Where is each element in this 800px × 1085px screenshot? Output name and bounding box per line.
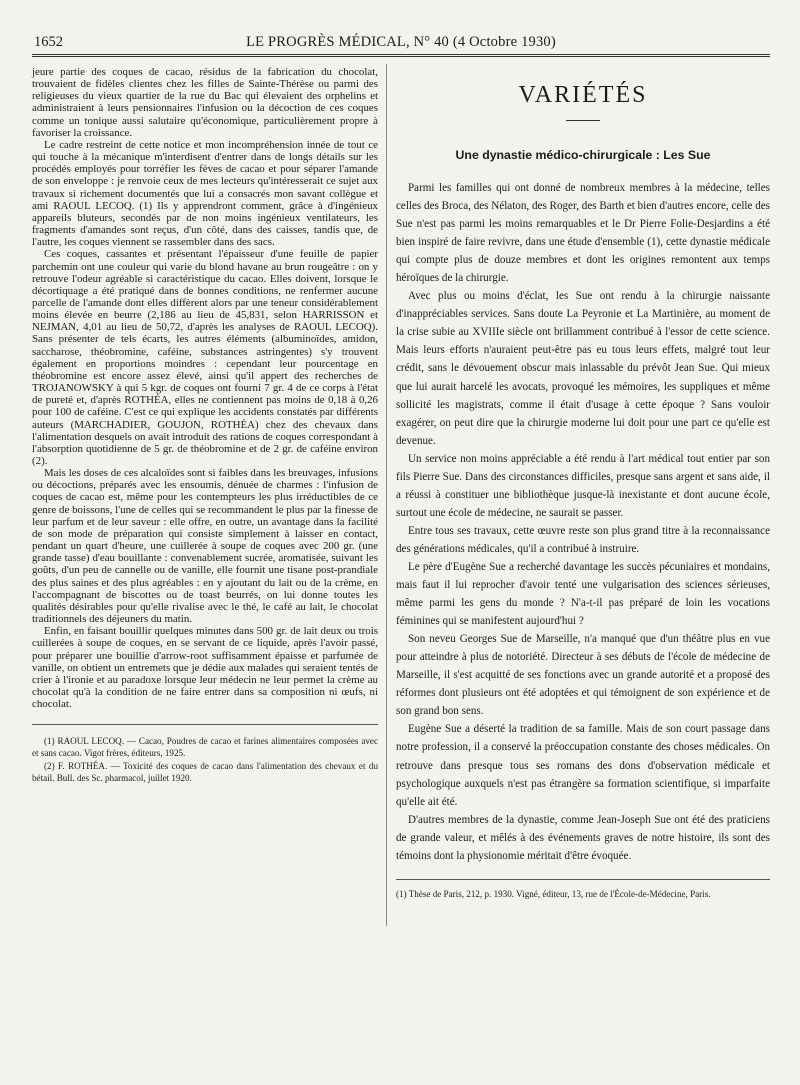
right-footnote: (1) Thèse de Paris, 212, p. 1930. Vigné, éditeur, 13, rue de l'École-de-Médecine, Paris.	[396, 888, 711, 899]
right-footnote-divider	[396, 879, 770, 880]
right-paragraph-7: Eugène Sue a déserté la tradition de sa famille. Mais de son court passage dans notre profession, il a conservé la préoccupation constante des choses médicales. On retrouve dans presque tous ses romans des dons d'observation médicale et psychologique auxquels n'est pas étrangère sa formation scientifique, si imparfaite qu'elle ait été.	[396, 723, 770, 808]
footnote-divider	[32, 724, 378, 725]
left-paragraph-1: jeure partie des coques de cacao, résidus de la fabrication du chocolat, trouvaient de fidèles clientes chez les filles de Sainte-Thérèse ou parmi des religieuses du vieux quartier de la rue du Bac qui élevaient des orphelins et administraient à leurs pensionnaires l'infusion ou la décoction de ces coques comme un tonique aussi salutaire qu'économique, particulièrement propre à favoriser la croissance.	[32, 66, 378, 139]
left-column	[32, 66, 378, 784]
journal-title: LE PROGRÈS MÉDICAL, N° 40 (4 Octobre 1930)	[246, 34, 556, 50]
right-paragraph-4: Entre tous ses travaux, cette œuvre reste son plus grand titre à la reconnaissance des générations médicales, qu'il a contribué à instruire.	[396, 524, 770, 555]
title-rule	[566, 120, 600, 121]
right-paragraph-3: Un service non moins appréciable a été rendu à l'art médical tout entier par son fils Pierre Sue. Dans des circonstances difficiles, presque sans argent et sans aide, il a réussi à constituer une bibliothèque jusque-là inexistante et dont aucune école, surtout une école de médecine, ne saurait se passer.	[396, 452, 770, 519]
left-paragraph-4: Mais les doses de ces alcaloïdes sont si faibles dans les breuvages, infusions ou décoctions, préparés avec les ensoumis, dénuée de charmes : l'infusion de coques de cacao est, même pour les contempteurs les plus irréductibles de ce genre de boissons, l'une de celles qui se recommandent le plus par la finesse de leur parfum et de leur saveur : elle offre, en outre, un avantage dans la facilité de son mode de préparation qui consiste simplement à laisser en contact, pendant un quart d'heure, une cuillerée à soupe de coques avec 200 gr. (une grande tasse) d'eau bouillante : convenablement sucrée, aromatisée, suivant les goûts, d'un peu de cannelle ou de vanille, elle fournit une tisane post-prandiale des plus saines et des plus agréables : en y ajoutant du lait ou de la crème, en l'accompagnant de biscottes ou de toast beurrés, on lui donne toutes les qualités désirables pour qu'elle rivalise avec le thé, le café au lait, le chocolat traditionnels des déjeuners du matin.	[32, 467, 378, 626]
section-title: VARIÉTÉS	[518, 82, 648, 108]
right-paragraph-1: Parmi les familles qui ont donné de nombreux membres à la médecine, telles celles des Broca, des Nélaton, des Roger, des Barth et bien d'autres encore, celle des Sue n'est pas parmi les moins remarquables et le Dr Pierre Folie-Desjardins a été bien inspiré de faire revivre, dans une étude d'ensemble (1), cette dynastie médicale qui compte plus de douze membres et dont les origines remontent aux temps héroïques de la chirurgie.	[396, 182, 770, 285]
column-divider	[386, 64, 387, 926]
left-paragraph-2: Le cadre restreint de cette notice et mon incompréhension innée de tout ce qui touche à la mécanique m'interdisent d'entrer dans de longs détails sur les procédés employés pour torréfier les fèves de cacao et pour séparer l'amande de son enveloppe : je renvoie ceux de mes lecteurs qu'intéresserait ce sujet aux travaux si richement documentés que lui a consacrés mon savant collègue et ami RAOUL LECOQ. (1) Ils y apprendront comment, grâce à d'ingénieux appareils bluteurs, secondés par de non moins ingénieux ventilateurs, les fragments d'amandes sont reçus, d'un côté, dans des caisses, tandis que, de l'autre, les coques viennent se rassembler dans des sacs.	[32, 138, 378, 249]
right-paragraph-5: Le père d'Eugène Sue a recherché davantage les succès pécuniaires et mondains, mais faut il lui reprocher d'avoir tenté une vulgarisation des sciences sérieuses, même parmi les gens du monde ? N'a-t-il pas préparé de loin les vocations féminines qui se manifestent aujourd'hui ?	[396, 560, 770, 628]
right-column	[396, 66, 770, 900]
left-paragraph-5: Enfin, en faisant bouillir quelques minutes dans 500 gr. de lait deux ou trois cuillerées à soupe de coques, en se servant de ce liquide, après l'avoir passé, pour préparer une bouillie d'arrow-root suffisamment épaisse et parfumée de vanille, on obtient un entremets que je dédie aux malades qui seraient tentés de crier à l'ironie et au paradoxe lorsque leur médecin ne leur permet la crème au chocolat qu'à la condition de ne faire entrer dans sa composition ni œufs, ni chocolat.	[32, 625, 378, 711]
article-title: Une dynastie médico-chirurgicale : Les Sue	[455, 148, 711, 162]
left-paragraph-3: Ces coques, cassantes et présentant l'épaisseur d'une feuille de papier parchemin ont une couleur qui varie du blond havane au brun rougeâtre : on y retrouve l'odeur agréable si caractéristique du cacao. Elles doivent, lorsque le décortiquage a été pratiqué dans de bonnes conditions, ne renfermer aucune parcelle de l'amande dont elles diffèrent alors par une teneur considérablement moins élevée en beurre (2,186 au lieu de 45,831, selon HARRISSON et NEJMAN, 4,01 au lieu de 50,72, d'après les analyses de RAOUL LECOQ). Sans présenter de tels écarts, les autres éléments (albuminoïdes, amidon, saccharose, théobromine, caféine, substances astringentes) s'y trouvent également en proportions moindres : cependant leur pourcentage en théobromine est encore assez élevé, ainsi qu'il appert des recherches de TROJANOWSKY à qui 5 kgr. de coques ont fourni 7 gr. 4 de ce corps à l'état de pureté et, d'après ROTHÉA, elles ne contiennent pas moins de 0,18 à 0,26 pour 100 de caféine. C'est ce qui explique les accidents constatés par différents auteurs (MARCHADIER, GOUJON, ROTHÉA) chez des chevaux dans l'alimentation desquels on avait introduit des rations de coques correspondant à l'absorption quotidienne de 5 gr. de théobromine et de 2 gr. de caféine environ (2).	[32, 248, 378, 467]
right-paragraph-2: Avec plus ou moins d'éclat, les Sue ont rendu à la chirurgie naissante d'inappréciables services. Sans doute La Peyronie et La Martinière, au moment de la crise subie au XVIIIe siècle ont brillamment contribué à l'essor de cette science. Mais leurs efforts n'auraient peut-être pas eu tous leurs effets, malgré tout leur crédit, sans le dévouement obscur mais inlassable du prévôt Jean Sue. Qui mieux que lui aurait harcelé les avocats, provoqué les mémoires, les suppliques et même sollicité les magistrats, comme il était d'usage à cette époque ? Sans vouloir exagérer, on peut dire que la chirurgie moderne lui doit pour une part ce qu'elle est devenue.	[396, 290, 770, 447]
page-header	[32, 32, 770, 57]
left-footnote-2: (2) F. ROTHÉA. — Toxicité des coques de cacao dans l'alimentation des chevaux et du bétail. Bull. des Sc. pharmacol, juillet 1920.	[32, 760, 378, 783]
right-paragraph-8: D'autres membres de la dynastie, comme Jean-Joseph Sue ont été des praticiens de grande valeur, et mêlés à des événements graves de notre histoire, ils sont des témoins dont la physionomie méritait d'être évoquée.	[396, 813, 770, 862]
right-paragraph-6: Son neveu Georges Sue de Marseille, n'a manqué que d'un théâtre plus en vue pour atteindre à plus de notoriété. Directeur à ses débuts de l'école de médecine de Marseille, il s'est acquitté de ses fonctions avec un grande autorité et a proposé des réformes dont plusieurs ont été adoptées et qui témoignent de son expérience et de son grand bon sens.	[396, 633, 770, 718]
left-footnote-1: (1) RAOUL LECOQ. — Cacao, Poudres de cacao et farines alimentaires composées avec et sans cacao. Vigot frères, éditeurs, 1925.	[32, 736, 378, 759]
page-number: 1652	[34, 34, 63, 50]
